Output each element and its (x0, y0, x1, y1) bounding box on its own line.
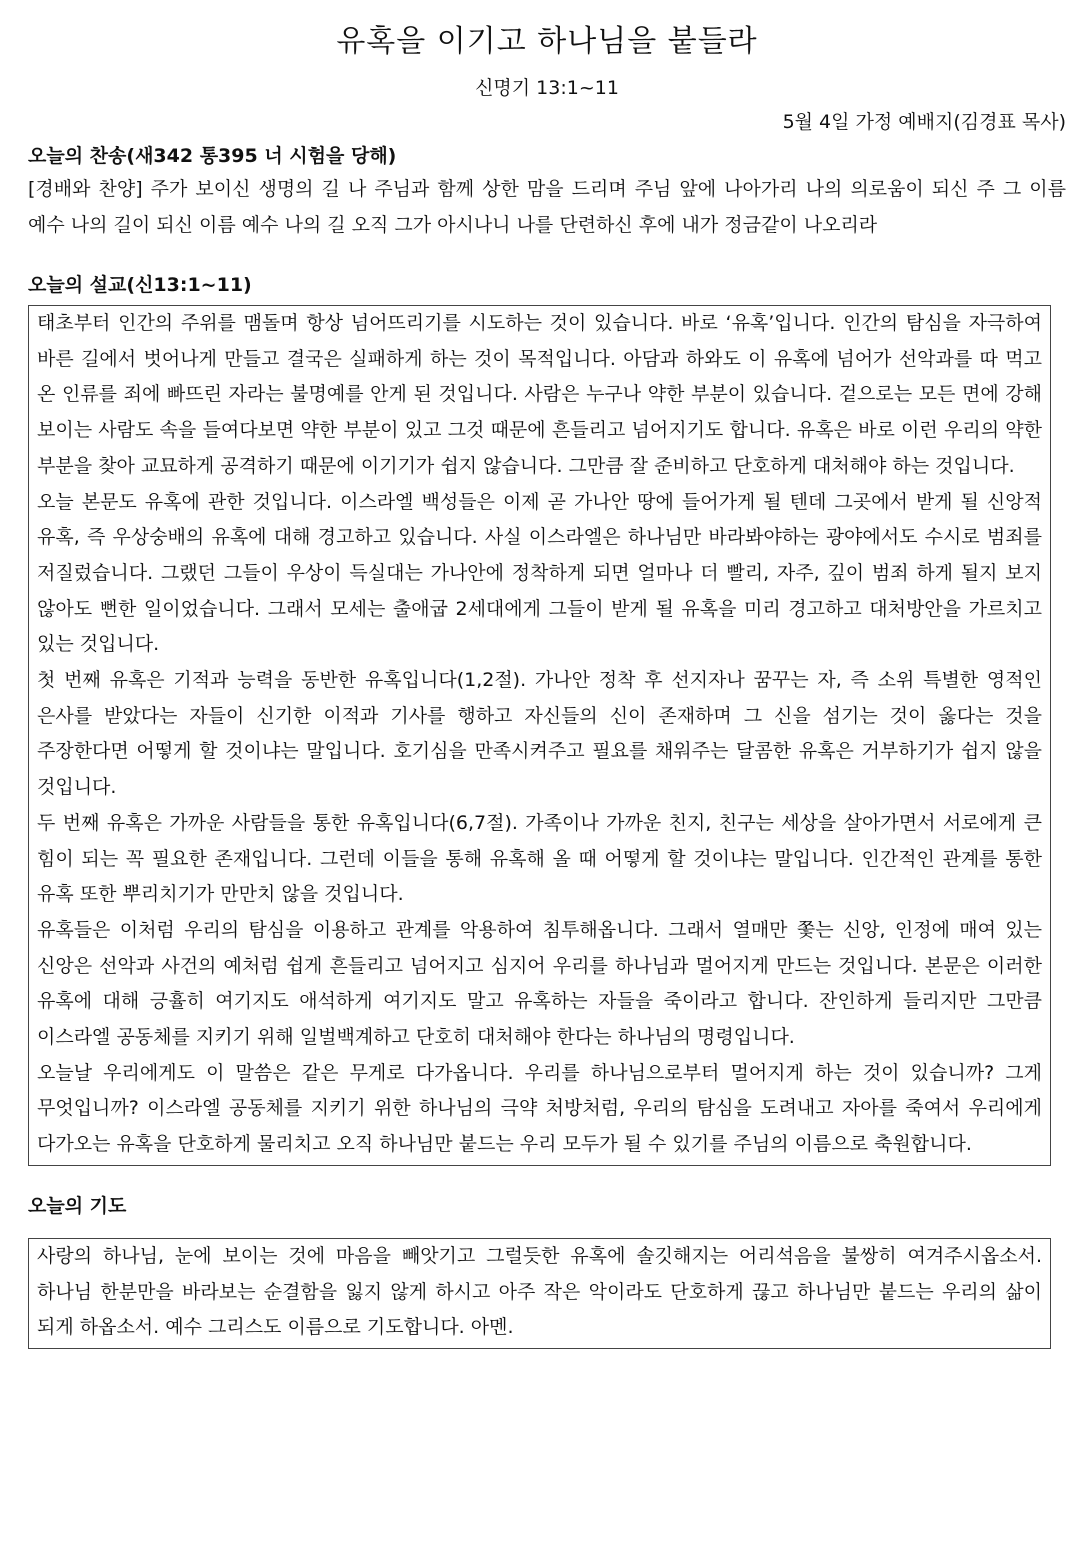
scripture-reference: 신명기 13:1~11 (475, 77, 619, 99)
page-title: 유혹을 이기고 하나님을 붙들라 (336, 24, 758, 59)
hymn-heading: 오늘의 찬송(새342 통395 너 시험을 당해) (28, 145, 397, 167)
prayer-box (28, 1238, 1051, 1349)
sermon-heading: 오늘의 설교(신13:1~11) (28, 274, 252, 296)
sermon-box (28, 305, 1051, 1166)
prayer-text: 사랑의 하나님, 눈에 보이는 것에 마음을 빼앗기고 그럴듯한 유혹에 솔깃해지는 어리석음을 불쌍히 여겨주시옵소서. 하나님 한분만을 바라보는 순결함을 잃지 않게 하시고 아주 작은 악이라도 단호하게 끊고 하나님만 붙드는 우리의 삶이 되게 하옵소서. 예수 그리스도 이름으로 기도합니다. 아멘. (37, 1244, 1042, 1339)
hymn-lyrics: [경배와 찬양] 주가 보이신 생명의 길 나 주님과 함께 상한 맘을 드리며 주님 앞에 나아가리 나의 의로움이 되신 주 그 이름 예수 나의 길이 되신 이름 예수 나의 길 오직 그가 아시나니 나를 단련하신 후에 내가 정금같이 나오리라 (28, 178, 1066, 236)
sermon-paragraph: 첫 번째 유혹은 기적과 능력을 동반한 유혹입니다(1,2절). 가나안 정착 후 선지자나 꿈꾸는 자, 즉 소위 특별한 영적인 은사를 받았다는 자들이 신기한 이적과 기사를 행하고 자신들의 신이 존재하며 그 신을 섬기는 것이 옳다는 것을 주장한다면 어떻게 할 것이냐는 말입니다. 호기심을 만족시켜주고 필요를 채워주는 달콤한 유혹은 거부하기가 쉽지 않을 것입니다. (37, 669, 1042, 799)
sermon-paragraph: 오늘날 우리에게도 이 말씀은 같은 무게로 다가옵니다. 우리를 하나님으로부터 멀어지게 하는 것이 있습니까? 그게 무엇입니까? 이스라엘 공동체를 지키기 위한 하나님의 극약 처방처럼, 우리의 탐심을 도려내고 자아를 죽여서 우리에게 다가오는 유혹을 단호하게 물리치고 오직 하나님만 붙드는 우리 모두가 될 수 있기를 주님의 이름으로 축원합니다. (37, 1061, 1042, 1156)
sermon-paragraph: 오늘 본문도 유혹에 관한 것입니다. 이스라엘 백성들은 이제 곧 가나안 땅에 들어가게 될 텐데 그곳에서 받게 될 신앙적 유혹, 즉 우상숭배의 유혹에 대해 경고하고 있습니다. 사실 이스라엘은 하나님만 바라봐야하는 광야에서도 수시로 범죄를 저질렀습니다. 그랬던 그들이 우상이 득실대는 가나안에 정착하게 되면 얼마나 더 빨리, 자주, 깊이 범죄 하게 될지 보지 않아도 뻔한 일이었습니다. 그래서 모세는 출애굽 2세대에게 그들이 받게 될 유혹을 미리 경고하고 대처방안을 가르치고 있는 것입니다. (37, 490, 1042, 656)
sermon-paragraph: 태초부터 인간의 주위를 맴돌며 항상 넘어뜨리기를 시도하는 것이 있습니다. 바로 ‘유혹’입니다. 인간의 탐심을 자극하여 바른 길에서 벗어나게 만들고 결국은 실패하게 하는 것이 목적입니다. 아담과 하와도 이 유혹에 넘어가 선악과를 따 먹고 온 인류를 죄에 빠뜨린 자라는 불명예를 안게 된 것입니다. 사람은 누구나 약한 부분이 있습니다. 겉으로는 모든 면에 강해 보이는 사람도 속을 들여다보면 약한 부분이 있고 그것 때문에 흔들리고 넘어지기도 합니다. 유혹은 바로 이런 우리의 약한 부분을 찾아 교묘하게 공격하기 때문에 이기기가 쉽지 않습니다. 그만큼 잘 준비하고 단호하게 대처해야 하는 것입니다. (37, 312, 1042, 477)
prayer-heading: 오늘의 기도 (28, 1194, 127, 1217)
sermon-paragraph: 두 번째 유혹은 가까운 사람들을 통한 유혹입니다(6,7절). 가족이나 가까운 친지, 친구는 세상을 살아가면서 서로에게 큰 힘이 되는 꼭 필요한 존재입니다. 그런데 이들을 통해 유혹해 올 때 어떻게 할 것이냐는 말입니다. 인간적인 관계를 통한 유혹 또한 뿌리치기가 만만치 않을 것입니다. (37, 811, 1042, 906)
date-and-author: 5월 4일 가정 예배지(김경표 목사) (782, 111, 1066, 133)
sermon-paragraph: 유혹들은 이처럼 우리의 탐심을 이용하고 관계를 악용하여 침투해옵니다. 그래서 열매만 쫓는 신앙, 인정에 매여 있는 신앙은 선악과 사건의 예처럼 쉽게 흔들리고 넘어지고 심지어 우리를 하나님과 멀어지게 만드는 것입니다. 본문은 이러한 유혹에 대해 긍휼히 여기지도 애석하게 여기지도 말고 유혹하는 자들을 죽이라고 합니다. 잔인하게 들리지만 그만큼 이스라엘 공동체를 지키기 위해 일벌백계하고 단호히 대처해야 한다는 하나님의 명령입니다. (37, 918, 1042, 1049)
